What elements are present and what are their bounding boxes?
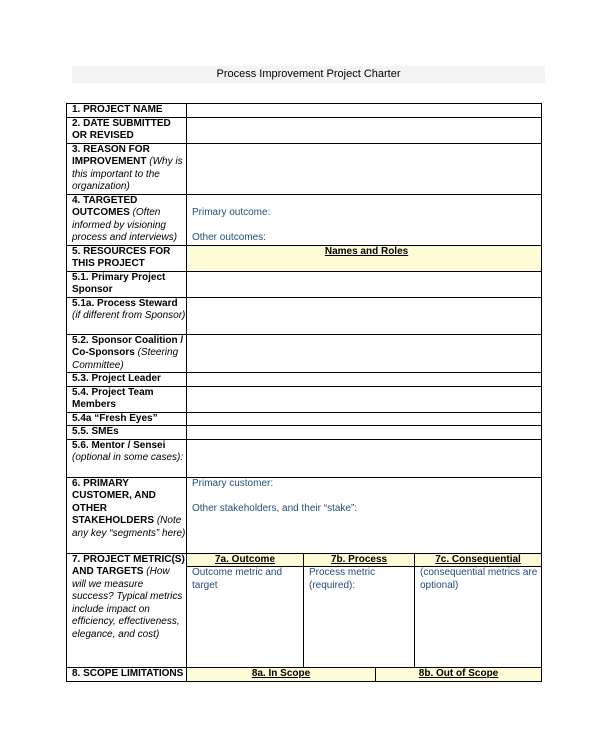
customer-label: 6. PRIMARY CUSTOMER, AND OTHER STAKEHOLDERS <box>72 477 156 526</box>
charter-table <box>66 103 542 682</box>
leader-label: 5.3. Project Leader <box>67 373 187 387</box>
table-row <box>67 668 542 682</box>
mentor-label: 5.6. Mentor / Sensei <box>72 439 166 451</box>
leader-value[interactable] <box>187 373 542 387</box>
primary-customer-text: Primary customer: <box>192 477 274 489</box>
metrics-note: (How will we measure success? Typical metrics include impact on efficiency, effectiveness, elegance, and cost) <box>72 566 183 640</box>
table-row <box>67 386 542 412</box>
table-row <box>67 334 542 373</box>
coalition-value[interactable] <box>187 334 542 373</box>
customer-value[interactable] <box>187 477 542 553</box>
table-row <box>67 143 542 194</box>
consequential-column-header: 7c. Consequential <box>415 553 542 567</box>
out-of-scope-header: 8b. Out of Scope <box>376 668 542 682</box>
sponsor-value[interactable] <box>187 271 542 297</box>
coalition-note: (Steering Committee) <box>72 347 179 371</box>
process-column-header: 7b. Process <box>304 553 415 567</box>
table-row <box>67 373 542 387</box>
consequential-metric-cell[interactable]: (consequential metrics are optional) <box>415 567 542 668</box>
coalition-cell <box>67 334 187 373</box>
fresh-eyes-label: 5.4a “Fresh Eyes” <box>67 412 187 426</box>
table-row <box>67 297 542 334</box>
reason-label: 3. REASON FOR IMPROVEMENT <box>72 143 150 167</box>
mentor-cell <box>67 439 187 477</box>
project-name-value[interactable] <box>187 104 542 118</box>
other-outcomes-text: Other outcomes: <box>192 232 266 243</box>
sponsor-label: 5.1. Primary Project Sponsor <box>67 271 187 297</box>
table-row <box>67 426 542 440</box>
mentor-note: (optional in some cases): <box>72 452 184 463</box>
resources-label: 5. RESOURCES FOR THIS PROJECT <box>67 245 187 271</box>
customer-note: (Note any key “segments” here) <box>72 515 186 539</box>
process-metric-cell[interactable]: Process metric (required): <box>304 567 415 668</box>
targeted-outcomes-cell <box>67 194 187 245</box>
mentor-value[interactable] <box>187 439 542 477</box>
reason-value[interactable] <box>187 143 542 194</box>
scope-label: 8. SCOPE LIMITATIONS <box>67 668 187 682</box>
in-scope-header: 8a. In Scope <box>187 668 376 682</box>
customer-cell <box>67 477 187 553</box>
targeted-outcomes-value[interactable] <box>187 194 542 245</box>
targeted-outcomes-label: 4. TARGETED OUTCOMES <box>72 194 138 218</box>
fresh-eyes-value[interactable] <box>187 412 542 426</box>
table-row <box>67 271 542 297</box>
primary-outcome-text: Primary outcome: <box>192 207 271 218</box>
project-name-label: 1. PROJECT NAME <box>67 104 187 118</box>
team-label: 5.4. Project Team Members <box>67 386 187 412</box>
table-row <box>67 439 542 477</box>
table-row <box>67 245 542 271</box>
team-value[interactable] <box>187 386 542 412</box>
outcome-metric-cell[interactable]: Outcome metric and target <box>187 567 304 668</box>
smes-value[interactable] <box>187 426 542 440</box>
names-and-roles-header: Names and Roles <box>187 245 542 271</box>
steward-cell <box>67 297 187 334</box>
outcome-column-header: 7a. Outcome <box>187 553 304 567</box>
targeted-outcomes-note: (Often informed by visioning process and interviews) <box>72 207 178 243</box>
metrics-label: 7. PROJECT METRIC(S) AND TARGETS <box>72 553 185 577</box>
steward-value[interactable] <box>187 297 542 334</box>
table-row <box>67 553 542 567</box>
table-row <box>67 104 542 118</box>
steward-note: (if different from Sponsor) <box>72 310 186 321</box>
reason-note: (Why is this important to the organization) <box>72 156 183 192</box>
table-row <box>67 194 542 245</box>
steward-label: 5.1a. Process Steward <box>72 297 178 309</box>
smes-label: 5.5. SMEs <box>67 426 187 440</box>
table-row <box>67 412 542 426</box>
other-stakeholders-text: Other stakeholders, and their “stake”: <box>192 502 358 514</box>
table-row <box>67 477 542 553</box>
metrics-cell <box>67 553 187 668</box>
reason-cell <box>67 143 187 194</box>
date-submitted-label: 2. DATE SUBMITTED OR REVISED <box>67 117 187 143</box>
table-row <box>67 117 542 143</box>
coalition-label: 5.2. Sponsor Coalition / Co-Sponsors <box>72 334 184 358</box>
document-title: Process Improvement Project Charter <box>216 68 401 80</box>
date-submitted-value[interactable] <box>187 117 542 143</box>
